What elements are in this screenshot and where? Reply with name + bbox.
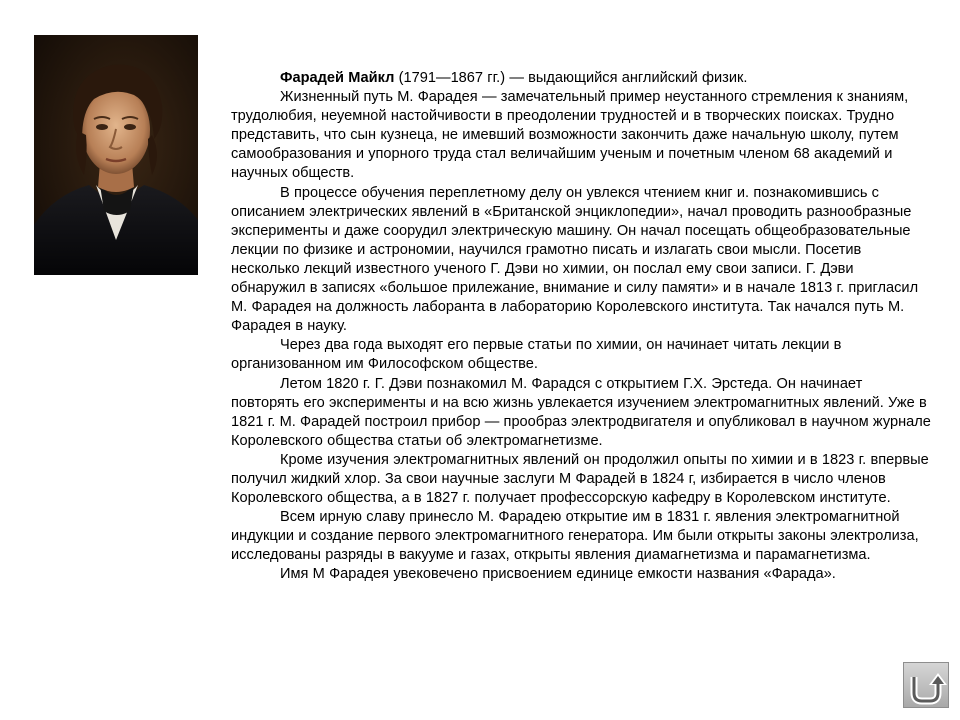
biography-paragraph: Через два года выходят его первые статьи по химии, он начинает читать лекции в организованном им Философском обществе. — [231, 337, 842, 373]
biography-paragraph: В процессе обучения переплетному делу он увлекся чтением книг и. познакомившись с описанием электрических явлений в «Британской энциклопедии», начал проводить разнообразные эксперименты и даже соорудил электрическую машину. Он начал посещать общеобразовательные лекции по физике и астрономии, научился грамотно писать и излагать свои мысли. Посетив несколько лекций известного ученого Г. Дэви но химии, он послал ему свои записи. Г. Дэви обнаружил в записях «большое прилежание, внимание и силу памяти» и в начале 1813 г. пригласил М. Фарадея на должность лаборанта в лабораторию Королевского института. Так начался путь М. Фарадея в науку. — [231, 184, 919, 335]
biography-lead-text: (1791—1867 гг.) — выдающийся английский физик. — [394, 70, 748, 86]
biography-text — [231, 69, 931, 585]
back-button[interactable] — [903, 662, 949, 708]
biography-paragraph: Имя М Фарадея увековечено присвоением единице емкости названия «Фарада». — [280, 566, 836, 583]
biography-paragraph: Кроме изучения электромагнитных явлений он продолжил опыты по химии и в 1823 г. впервые получил жидкий хлор. За свои научные заслуги М Фарадей в 1824 г, избирается в число членов Королевского общества, а в 1827 г. получает профессорскую кафедру в Королевском институте. — [231, 451, 929, 507]
return-arrow-icon — [904, 663, 948, 707]
biography-paragraph: Всем ирную славу принесло М. Фарадею открытие им в 1831 г. явления электромагнитной индукции и создание первого электромагнитного генератора. Им были открыты законы электролиза, исследованы разряды в вакууме и газах, открыты явления диамагнетизма и парамагнетизма. — [231, 509, 919, 564]
biography-paragraph: Жизненный путь М. Фарадея — замечательный пример неустанного стремления к знаниям, трудолюбия, неуемной настойчивости в преодолении трудностей и в творческих поисках. Трудно представить, что сын кузнеца, не имевший возможности закончить даже начальную школу, путем самообразования и упорного труда стал величайшим ученым и почетным членом 68 академий и научных обществ. — [231, 89, 909, 182]
biography-subject-name: Фарадей Майкл — [280, 70, 395, 86]
biography-lead-paragraph — [231, 69, 931, 88]
biography-paragraph: Летом 1820 г. Г. Дэви познакомил М. Фарадся с открытием Г.Х. Эрстеда. Он начинает повторять его эксперименты и на всю жизнь увлекается изучением электромагнитных явлений. Уже в 1821 г. М. Фарадей построил прибор — прообраз электродвигателя и опубликовал в научном журнале Королевского общества статьи об электромагнетизме. — [231, 375, 931, 449]
faraday-portrait — [34, 35, 198, 275]
